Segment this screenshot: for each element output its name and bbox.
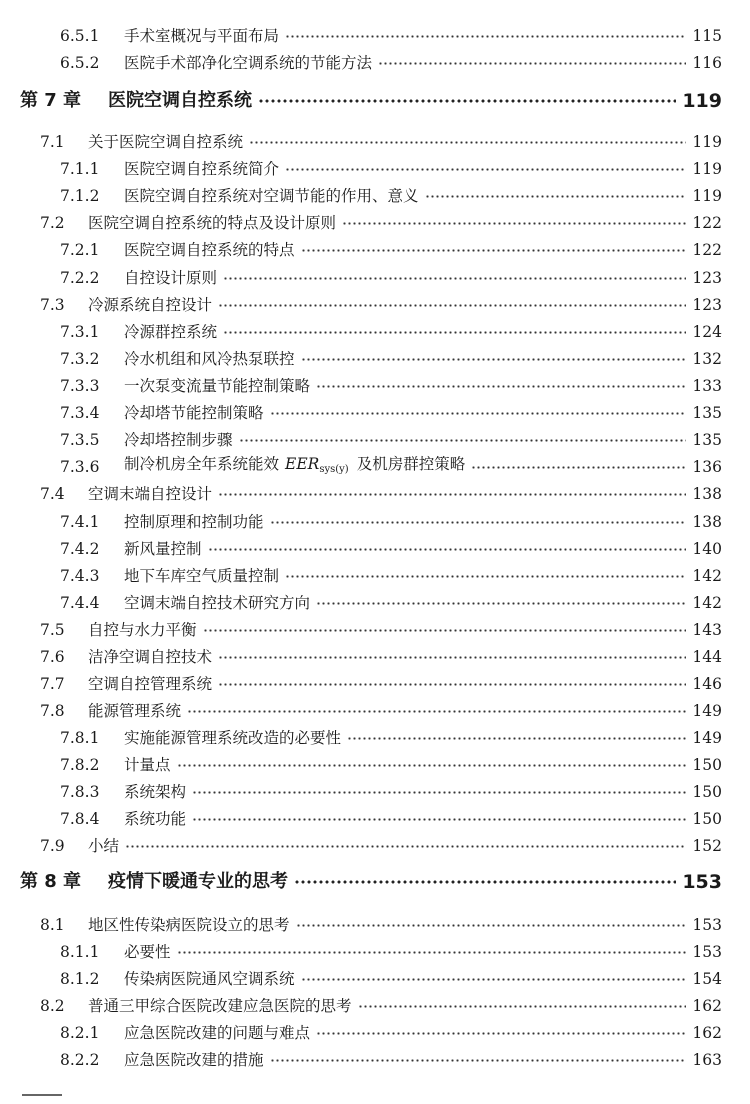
toc-entry-number: 7.3.6: [60, 458, 100, 476]
toc-page-number: 144: [692, 648, 722, 666]
toc-section-entry[interactable]: [0, 130, 750, 154]
toc-dot-leader: [285, 34, 686, 38]
toc-page-number: 122: [692, 241, 722, 259]
toc-page-number: 153: [692, 943, 722, 961]
toc-entry-title-text: 疫情下暖通专业的思考: [108, 871, 288, 892]
toc-subsection-entry[interactable]: [0, 510, 750, 534]
toc-entry-title-text: 普通三甲综合医院改建应急医院的思考: [88, 997, 352, 1015]
toc-entry-number: 第 8 章: [20, 871, 82, 892]
toc-entry-title: [124, 184, 419, 208]
toc-entry-title: [124, 967, 295, 991]
toc-dot-leader: [218, 492, 686, 496]
toc-dot-leader: [239, 438, 687, 442]
toc-entry-title: [124, 266, 217, 290]
toc-entry-title: [124, 591, 310, 615]
toc-entry-title: [124, 452, 465, 482]
toc-entry-number: 8.1.2: [60, 970, 100, 988]
toc-page-number: 123: [692, 269, 722, 287]
toc-page-number: 133: [692, 377, 722, 395]
toc-dot-leader: [378, 61, 686, 65]
toc-page-number: 116: [692, 54, 722, 72]
toc-entry-number: 8.2.2: [60, 1051, 100, 1069]
toc-entry-number: 8.1: [40, 916, 65, 934]
toc-dot-leader: [218, 655, 686, 659]
toc-entry-title-text: 冷却塔节能控制策略: [124, 404, 264, 422]
toc-dot-leader: [270, 520, 687, 524]
toc-entry-title: [124, 1021, 310, 1045]
toc-page-number: 119: [692, 187, 722, 205]
toc-entry-title: [124, 1048, 264, 1072]
toc-subsection-entry[interactable]: [0, 1048, 750, 1072]
toc-page-number: 123: [692, 296, 722, 314]
toc-entry-title-text: 空调末端自控设计: [88, 485, 213, 503]
toc-entry-title: [124, 807, 186, 831]
toc-section-entry[interactable]: [0, 834, 750, 858]
toc-entry-number: 8.2.1: [60, 1024, 100, 1042]
toc-chapter-entry[interactable]: [0, 86, 750, 116]
toc-entry-title-text: 空调末端自控技术研究方向: [124, 594, 311, 612]
toc-entry-title-text: 手术室概况与平面布局: [124, 27, 280, 45]
toc-entry-title: [88, 994, 352, 1018]
toc-entry-title: [88, 211, 336, 235]
toc-dot-leader: [316, 601, 686, 605]
toc-subsection-entry[interactable]: [0, 347, 750, 371]
toc-entry-symbol: EER: [285, 455, 320, 473]
toc-section-entry[interactable]: [0, 994, 750, 1018]
toc-dot-leader: [301, 977, 687, 981]
toc-entry-title-text: 小结: [88, 837, 120, 855]
toc-dot-leader: [187, 709, 686, 713]
toc-entry-title: [88, 130, 243, 154]
toc-entry-title: [108, 89, 252, 113]
toc-entry-title-text: 医院空调自控系统: [108, 90, 252, 111]
toc-dot-leader: [203, 628, 687, 632]
toc-entry-title-text: 必要性: [124, 943, 171, 961]
toc-dot-leader: [177, 763, 687, 767]
toc-subsection-entry[interactable]: [0, 428, 750, 452]
toc-entry-title: [124, 940, 171, 964]
toc-entry-title: [124, 510, 264, 534]
toc-subsection-entry[interactable]: [0, 967, 750, 991]
toc-page-number: 154: [692, 970, 722, 988]
toc-entry-number: 7.9: [40, 837, 65, 855]
toc-page-number: 149: [692, 702, 722, 720]
toc-page-number: 138: [692, 485, 722, 503]
toc-page-number: 150: [692, 756, 722, 774]
toc-subsection-entry[interactable]: [0, 564, 750, 588]
toc-page-number: 149: [692, 729, 722, 747]
toc-entry-title-text: 医院空调自控系统的特点: [124, 241, 295, 259]
toc-page-number: 135: [692, 431, 722, 449]
toc-subsection-entry[interactable]: [0, 24, 750, 48]
toc-dot-leader: [285, 574, 686, 578]
toc-page-number: 163: [692, 1051, 722, 1069]
toc-entry-title-text: 控制原理和控制功能: [124, 513, 264, 531]
toc-entry-title: [124, 564, 279, 588]
toc-entry-number: 7.8.2: [60, 756, 100, 774]
toc-chapter-entry[interactable]: [0, 867, 750, 897]
toc-entry-title-text: 冷水机组和风冷热泵联控: [124, 350, 295, 368]
toc-entry-number: 7.4: [40, 485, 65, 503]
toc-entry-title: [88, 618, 197, 642]
toc-entry-title: [124, 374, 310, 398]
toc-entry-title-text: 传染病医院通风空调系统: [124, 970, 295, 988]
toc-page-number: 124: [692, 323, 722, 341]
toc-entry-title: [124, 537, 202, 561]
toc-entry-number: 7.3.3: [60, 377, 100, 395]
toc-entry-number: 7.5: [40, 621, 65, 639]
toc-entry-number: 第 7 章: [20, 90, 82, 111]
toc-dot-leader: [316, 1031, 686, 1035]
toc-entry-number: 7.8: [40, 702, 65, 720]
toc-entry-title: [124, 238, 295, 262]
toc-entry-title-text: 关于医院空调自控系统: [88, 133, 244, 151]
toc-page-number: 150: [692, 783, 722, 801]
toc-entry-title-text: 自控与水力平衡: [88, 621, 197, 639]
toc-entry-number: 7.4.3: [60, 567, 100, 585]
toc-entry-title: [88, 834, 119, 858]
toc-entry-title-text: 制冷机房全年系统能效: [124, 455, 280, 473]
toc-page-number: 162: [692, 997, 722, 1015]
toc-entry-title: [124, 780, 186, 804]
toc-section-entry[interactable]: [0, 211, 750, 235]
toc-entry-title-tail: 及机房群控策略: [356, 455, 466, 473]
toc-subsection-entry[interactable]: [0, 591, 750, 615]
toc-entry-title-text: 一次泵变流量节能控制策略: [124, 377, 311, 395]
toc-dot-leader: [471, 465, 686, 469]
toc-entry-number: 8.1.1: [60, 943, 100, 961]
toc-page-number: 140: [692, 540, 722, 558]
toc-section-entry[interactable]: [0, 293, 750, 317]
toc-entry-number: 7.3: [40, 296, 65, 314]
toc-dot-leader: [125, 844, 686, 848]
toc-entry-number: 7.4.1: [60, 513, 100, 531]
toc-page-number: 153: [682, 871, 722, 893]
toc-section-entry[interactable]: [0, 482, 750, 506]
toc-page-number: 115: [692, 27, 722, 45]
toc-dot-leader: [270, 411, 687, 415]
toc-entry-number: 7.8.3: [60, 783, 100, 801]
toc-page-number: 142: [692, 567, 722, 585]
toc-entry-title-text: 应急医院改建的问题与难点: [124, 1024, 311, 1042]
toc-page-number: 150: [692, 810, 722, 828]
toc-page-number: 135: [692, 404, 722, 422]
toc-entry-title-text: 地区性传染病医院设立的思考: [88, 916, 290, 934]
toc-page-number: 153: [692, 916, 722, 934]
toc-entry-title-text: 冷源系统自控设计: [88, 296, 213, 314]
toc-dot-leader: [301, 357, 687, 361]
toc-entry-number: 7.2: [40, 214, 65, 232]
toc-subsection-entry[interactable]: [0, 1021, 750, 1045]
page-edge-mark: [22, 1094, 62, 1104]
toc-dot-leader: [177, 950, 687, 954]
toc-page-number: 122: [692, 214, 722, 232]
toc-dot-leader: [425, 194, 687, 198]
toc-subsection-entry[interactable]: [0, 401, 750, 425]
toc-entry-number: 7.3.4: [60, 404, 100, 422]
toc-dot-leader: [192, 790, 686, 794]
toc-section-entry[interactable]: [0, 672, 750, 696]
toc-entry-number: 6.5.2: [60, 54, 100, 72]
toc-subsection-entry[interactable]: [0, 374, 750, 398]
toc-entry-number: 7.2.2: [60, 269, 100, 287]
toc-entry-title-text: 医院空调自控系统的特点及设计原则: [88, 214, 337, 232]
toc-dot-leader: [285, 167, 686, 171]
toc-subsection-entry[interactable]: [0, 157, 750, 181]
toc-entry-number: 7.8.4: [60, 810, 100, 828]
toc-subsection-entry[interactable]: [0, 184, 750, 208]
toc-page-number: 146: [692, 675, 722, 693]
toc-dot-leader: [258, 99, 676, 104]
toc-entry-number: 7.1.2: [60, 187, 100, 205]
toc-entry-number: 8.2: [40, 997, 65, 1015]
toc-subsection-entry[interactable]: [0, 320, 750, 344]
toc-dot-leader: [208, 547, 687, 551]
toc-subsection-entry[interactable]: [0, 51, 750, 75]
toc-entry-title-text: 实施能源管理系统改造的必要性: [124, 729, 342, 747]
toc-dot-leader: [192, 817, 686, 821]
toc-page-number: 143: [692, 621, 722, 639]
toc-page-number: 138: [692, 513, 722, 531]
toc-entry-title: [124, 726, 341, 750]
toc-entry-title-text: 医院手术部净化空调系统的节能方法: [124, 54, 373, 72]
toc-page-number: 152: [692, 837, 722, 855]
toc-entry-number: 7.1.1: [60, 160, 100, 178]
toc-entry-title: [108, 870, 288, 894]
toc-section-entry[interactable]: [0, 699, 750, 723]
toc-entry-title: [88, 293, 212, 317]
toc-entry-title: [88, 672, 212, 696]
toc-entry-title: [124, 753, 171, 777]
toc-entry-title-text: 新风量控制: [124, 540, 202, 558]
toc-entry-title: [124, 347, 295, 371]
toc-entry-symbol-subscript: sys(y): [319, 464, 349, 475]
toc-entry-number: 7.4.4: [60, 594, 100, 612]
toc-section-entry[interactable]: [0, 913, 750, 937]
toc-subsection-entry[interactable]: [0, 726, 750, 750]
toc-dot-leader: [223, 276, 686, 280]
toc-entry-title-text: 医院空调自控系统对空调节能的作用、意义: [124, 187, 419, 205]
toc-entry-title-text: 地下车库空气质量控制: [124, 567, 280, 585]
toc-entry-number: 7.2.1: [60, 241, 100, 259]
toc-dot-leader: [342, 221, 686, 225]
toc-page-number: 132: [692, 350, 722, 368]
toc-subsection-entry[interactable]: [0, 455, 750, 479]
toc-section-entry[interactable]: [0, 645, 750, 669]
toc-page-number: 119: [682, 90, 722, 112]
toc-subsection-entry[interactable]: [0, 940, 750, 964]
toc-dot-leader: [223, 330, 686, 334]
toc-entry-number: 7.3.5: [60, 431, 100, 449]
toc-dot-leader: [347, 736, 686, 740]
toc-entry-number: 7.4.2: [60, 540, 100, 558]
toc-subsection-entry[interactable]: [0, 238, 750, 262]
toc-subsection-entry[interactable]: [0, 780, 750, 804]
toc-entry-title-text: 计量点: [124, 756, 171, 774]
toc-entry-title-text: 空调自控管理系统: [88, 675, 213, 693]
toc-entry-title-text: 洁净空调自控技术: [88, 648, 213, 666]
toc-dot-leader: [218, 682, 686, 686]
toc-entry-number: 7.6: [40, 648, 65, 666]
toc-page-number: 119: [692, 160, 722, 178]
toc-entry-title-text: 冷却塔控制步骤: [124, 431, 233, 449]
toc-entry-title-text: 应急医院改建的措施: [124, 1051, 264, 1069]
toc-entry-number: 7.7: [40, 675, 65, 693]
toc-entry-title: [88, 482, 212, 506]
toc-entry-number: 7.8.1: [60, 729, 100, 747]
toc-dot-leader: [218, 303, 686, 307]
toc-entry-number: 7.1: [40, 133, 65, 151]
toc-subsection-entry[interactable]: [0, 753, 750, 777]
toc-section-entry[interactable]: [0, 618, 750, 642]
toc-subsection-entry[interactable]: [0, 537, 750, 561]
toc-dot-leader: [270, 1058, 687, 1062]
toc-dot-leader: [358, 1004, 687, 1008]
toc-entry-title-text: 系统功能: [124, 810, 187, 828]
toc-entry-title-text: 能源管理系统: [88, 702, 182, 720]
toc-page-number: 142: [692, 594, 722, 612]
toc-entry-title: [124, 51, 372, 75]
toc-subsection-entry[interactable]: [0, 266, 750, 290]
toc-dot-leader: [296, 923, 687, 927]
toc-entry-title-text: 冷源群控系统: [124, 323, 218, 341]
toc-entry-number: 6.5.1: [60, 27, 100, 45]
toc-dot-leader: [316, 384, 686, 388]
toc-page-number: 162: [692, 1024, 722, 1042]
toc-entry-title-text: 自控设计原则: [124, 269, 218, 287]
toc-subsection-entry[interactable]: [0, 807, 750, 831]
toc-dot-leader: [301, 248, 687, 252]
toc-entry-title: [88, 699, 181, 723]
toc-dot-leader: [249, 140, 686, 144]
toc-entry-title-text: 系统架构: [124, 783, 187, 801]
toc-entry-title: [124, 157, 279, 181]
toc-page-number: 119: [692, 133, 722, 151]
toc-entry-title: [124, 320, 217, 344]
toc-page-number: 136: [692, 458, 722, 476]
toc-dot-leader: [294, 880, 676, 885]
toc-entry-title: [124, 24, 279, 48]
toc-entry-title: [124, 401, 264, 425]
toc-entry-title-text: 医院空调自控系统简介: [124, 160, 280, 178]
toc-entry-title: [88, 645, 212, 669]
toc-entry-title: [88, 913, 290, 937]
toc-entry-title: [124, 428, 233, 452]
toc-entry-number: 7.3.2: [60, 350, 100, 368]
toc-entry-number: 7.3.1: [60, 323, 100, 341]
